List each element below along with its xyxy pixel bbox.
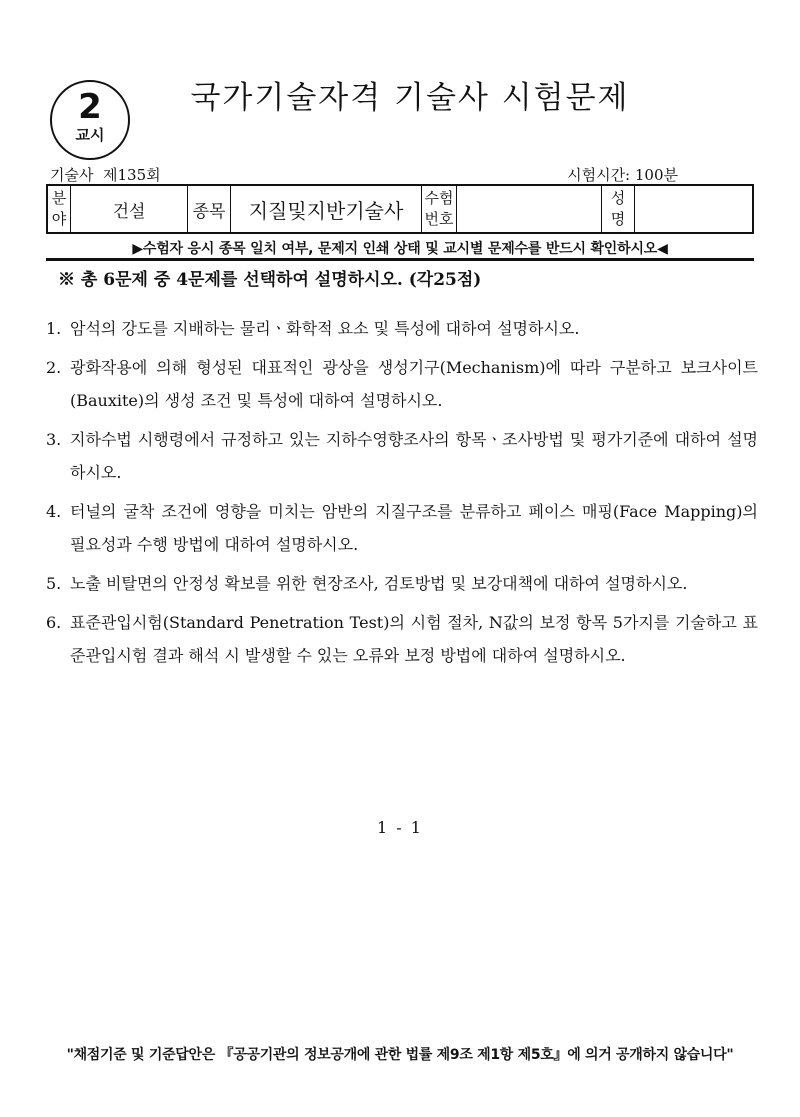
- question-number: 3.: [46, 430, 62, 449]
- exam-number-field[interactable]: [457, 185, 602, 233]
- question-number: 2.: [46, 358, 62, 377]
- question-number: 1.: [46, 319, 62, 338]
- question-6: [46, 606, 758, 672]
- question-4: [46, 495, 758, 561]
- question-number: 5.: [46, 574, 62, 593]
- disclosure-footer: "채점기준 및 기준답안은 『공공기관의 정보공개에 관한 법률 제9조 제1항 제5호』에 의거 공개하지 않습니다": [66, 1047, 734, 1063]
- exam-round: 기술사 제135회: [50, 166, 161, 184]
- page-title: 국가기술자격 기술사 시험문제: [190, 80, 630, 116]
- field-label-cell: 분 야: [47, 185, 71, 233]
- exam-info-table: [46, 184, 754, 234]
- name-label-cell: 성 명: [602, 185, 635, 233]
- session-number: 2: [78, 87, 102, 127]
- question-text: 암석의 강도를 지배하는 물리ㆍ화학적 요소 및 특성에 대하여 설명하시오.: [70, 319, 580, 338]
- name-field[interactable]: [635, 185, 754, 233]
- session-badge: [50, 80, 130, 160]
- category-label: 종목: [188, 185, 231, 233]
- field-value: 건설: [71, 185, 188, 233]
- question-3: [46, 423, 758, 489]
- question-2: [46, 351, 758, 417]
- question-text: 노출 비탈면의 안정성 확보를 위한 현장조사, 검토방법 및 보강대책에 대하여 설명하시오.: [70, 574, 688, 593]
- question-text: 광화작용에 의해 형성된 대표적인 광상을 생성기구(Mechanism)에 따라 구분하고 보크사이트(Bauxite)의 생성 조건 및 특성에 대하여 설명하시오.: [70, 358, 758, 410]
- question-5: [46, 567, 758, 600]
- session-label: 교시: [75, 126, 105, 144]
- question-list: [46, 312, 758, 678]
- question-text: 표준관입시험(Standard Penetration Test)의 시험 절차, N값의 보정 항목 5가지를 기술하고 표준관입시험 결과 해석 시 발생할 수 있는 오류와 보정 방법에 대하여 설명하시오.: [70, 613, 758, 665]
- category-value: 지질및지반기술사: [231, 185, 422, 233]
- question-number: 6.: [46, 613, 62, 632]
- check-notice: ▶수험자 응시 종목 일치 여부, 문제지 인쇄 상태 및 교시별 문제수를 반드시 확인하시오◀: [132, 241, 668, 257]
- question-number: 4.: [46, 502, 62, 521]
- question-text: 지하수법 시행령에서 규정하고 있는 지하수영향조사의 항목ㆍ조사방법 및 평가기준에 대하여 설명하시오.: [70, 430, 758, 482]
- page-number: 1 - 1: [377, 818, 423, 837]
- exam-time: 시험시간: 100분: [567, 166, 678, 184]
- question-text: 터널의 굴착 조건에 영향을 미치는 암반의 지질구조를 분류하고 페이스 매핑(Face Mapping)의 필요성과 수행 방법에 대하여 설명하시오.: [70, 502, 758, 554]
- question-1: [46, 312, 758, 345]
- instruction: ※ 총 6문제 중 4문제를 선택하여 설명하시오. (각25점): [58, 270, 482, 290]
- divider: [46, 258, 754, 261]
- exam-number-label-cell: 수험 번호: [422, 185, 457, 233]
